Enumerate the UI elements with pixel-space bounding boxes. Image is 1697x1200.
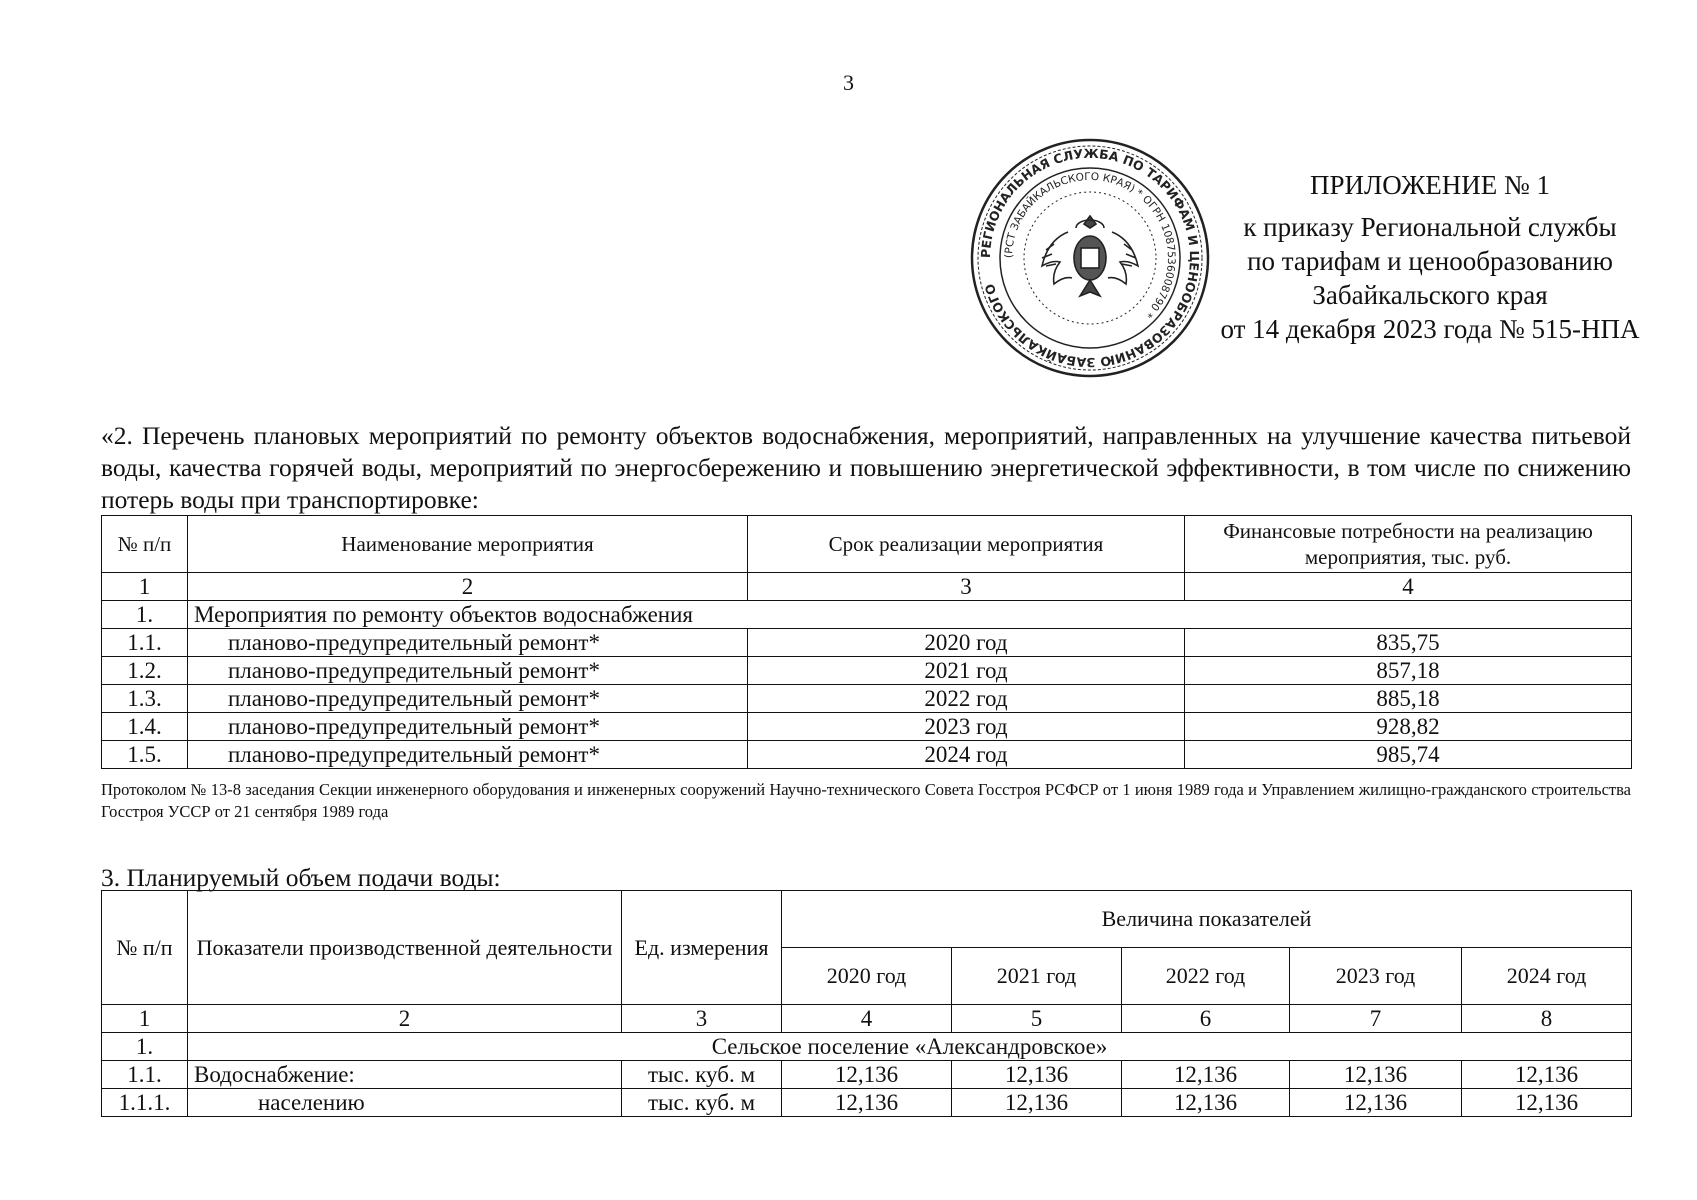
- measure-amount: 835,75: [1185, 629, 1632, 657]
- measure-term: 2024 год: [748, 741, 1185, 769]
- measure-name: планово-предупредительный ремонт*: [188, 629, 748, 657]
- column-number: 3: [748, 573, 1185, 601]
- column-number: 6: [1122, 1005, 1290, 1033]
- row-number: 1.5.: [102, 741, 188, 769]
- value-cell: 12,136: [952, 1061, 1122, 1089]
- measure-amount: 857,18: [1185, 657, 1632, 685]
- section2-heading: «2. Перечень плановых мероприятий по ремонту объектов водоснабжения, мероприятий, направленных на улучшение качества питьевой воды, качества горячей воды, мероприятий по энергосбережению и повышению энергетической эффективности, в том числе по снижению потерь воды при транспортировке:: [101, 421, 1631, 514]
- measure-amount: 885,18: [1185, 685, 1632, 713]
- row-number: 1.1.1.: [102, 1089, 188, 1117]
- row-number: 1.2.: [102, 657, 188, 685]
- group-name: Мероприятия по ремонту объектов водоснабжения: [188, 601, 1632, 629]
- row-number: 1.4.: [102, 713, 188, 741]
- unit: тыс. куб. м: [622, 1061, 782, 1089]
- value-cell: 12,136: [782, 1089, 952, 1117]
- column-number: 2: [188, 1005, 622, 1033]
- year-header: 2023 год: [1290, 948, 1462, 1005]
- value-cell: 12,136: [1122, 1061, 1290, 1089]
- indicator-name: населению: [188, 1089, 622, 1117]
- table-row: [102, 657, 1632, 685]
- measure-term: 2023 год: [748, 713, 1185, 741]
- measure-name: планово-предупредительный ремонт*: [188, 741, 748, 769]
- water-volume-table: [101, 890, 1632, 1117]
- measure-amount: 985,74: [1185, 741, 1632, 769]
- group-name: Сельское поселение «Александровское»: [188, 1033, 1632, 1061]
- column-number: 1: [102, 1005, 188, 1033]
- year-header: 2024 год: [1462, 948, 1632, 1005]
- row-number: 1.: [102, 601, 188, 629]
- appendix-line: к приказу Региональной службы: [1243, 212, 1617, 242]
- column-number-row: [102, 1005, 1632, 1033]
- row-number: 1.1.: [102, 1061, 188, 1089]
- official-seal-stamp: [968, 136, 1212, 380]
- column-number: 4: [1185, 573, 1632, 601]
- value-cell: 12,136: [1290, 1089, 1462, 1117]
- seal-inner-text: (РСТ ЗАБАЙКАЛЬСКОГО КРАЯ) * ОГРН 1087536008790 *: [1002, 170, 1178, 321]
- row-number: 1.: [102, 1033, 188, 1061]
- seal-outer-text: РЕГИОНАЛЬНАЯ СЛУЖБА ПО ТАРИФАМ И ЦЕНООБРАЗОВАНИЮ ЗАБАЙКАЛЬСКОГО: [977, 145, 1203, 371]
- column-header: Величина показателей: [782, 891, 1632, 948]
- table-group-row: [102, 601, 1632, 629]
- column-number: 1: [102, 573, 188, 601]
- year-header: 2020 год: [782, 948, 952, 1005]
- measure-name: планово-предупредительный ремонт*: [188, 713, 748, 741]
- column-header: Наименование мероприятия: [188, 516, 748, 573]
- measure-term: 2020 год: [748, 629, 1185, 657]
- value-cell: 12,136: [1290, 1061, 1462, 1089]
- column-number: 5: [952, 1005, 1122, 1033]
- value-cell: 12,136: [952, 1089, 1122, 1117]
- column-number: 2: [188, 573, 748, 601]
- year-header: 2021 год: [952, 948, 1122, 1005]
- value-cell: 12,136: [1462, 1089, 1632, 1117]
- value-cell: 12,136: [1122, 1089, 1290, 1117]
- appendix-line: Забайкальского края: [1312, 280, 1548, 310]
- row-number: 1.1.: [102, 629, 188, 657]
- table-row: [102, 629, 1632, 657]
- column-header: № п/п: [102, 891, 188, 1005]
- measure-name: планово-предупредительный ремонт*: [188, 657, 748, 685]
- column-header: Срок реализации мероприятия: [748, 516, 1185, 573]
- measure-term: 2022 год: [748, 685, 1185, 713]
- value-cell: 12,136: [1462, 1061, 1632, 1089]
- column-header: Показатели производственной деятельности: [188, 891, 622, 1005]
- measure-amount: 928,82: [1185, 713, 1632, 741]
- column-number: 7: [1290, 1005, 1462, 1033]
- column-number: 4: [782, 1005, 952, 1033]
- section3-heading: 3. Планируемый объем подачи воды:: [101, 863, 501, 892]
- year-header: 2022 год: [1122, 948, 1290, 1005]
- table-header-row: [102, 516, 1632, 573]
- appendix-line: по тарифам и ценообразованию: [1247, 246, 1613, 276]
- column-number-row: [102, 573, 1632, 601]
- appendix-line: от 14 декабря 2023 года № 515-НПА: [1220, 314, 1640, 344]
- page-number: 3: [843, 70, 854, 95]
- measure-term: 2021 год: [748, 657, 1185, 685]
- table-row: [102, 741, 1632, 769]
- column-header: № п/п: [102, 516, 188, 573]
- table-row: [102, 713, 1632, 741]
- unit: тыс. куб. м: [622, 1089, 782, 1117]
- appendix-block: [1180, 168, 1680, 346]
- footnote: Протоколом № 13-8 заседания Секции инженерного оборудования и инженерных сооружений Научно-технического Совета Госстроя РСФСР от 1 июня 1989 года и Управлением жилищно-гражданского строительства Госстроя УССР от 21 сентября 1989 года: [101, 780, 1631, 821]
- column-header: Ед. измерения: [622, 891, 782, 1005]
- appendix-title: ПРИЛОЖЕНИЕ № 1: [1309, 170, 1551, 200]
- table-header-row: [102, 891, 1632, 948]
- measures-table: [101, 515, 1632, 769]
- measure-name: планово-предупредительный ремонт*: [188, 685, 748, 713]
- coat-of-arms-icon: [1042, 216, 1138, 296]
- indicator-name: Водоснабжение:: [188, 1061, 622, 1089]
- value-cell: 12,136: [782, 1061, 952, 1089]
- table-row: [102, 1089, 1632, 1117]
- column-number: 3: [622, 1005, 782, 1033]
- column-number: 8: [1462, 1005, 1632, 1033]
- column-header: Финансовые потребности на реализацию мероприятия, тыс. руб.: [1185, 516, 1632, 573]
- row-number: 1.3.: [102, 685, 188, 713]
- table-row: [102, 685, 1632, 713]
- table-row: [102, 1061, 1632, 1089]
- table-group-row: [102, 1033, 1632, 1061]
